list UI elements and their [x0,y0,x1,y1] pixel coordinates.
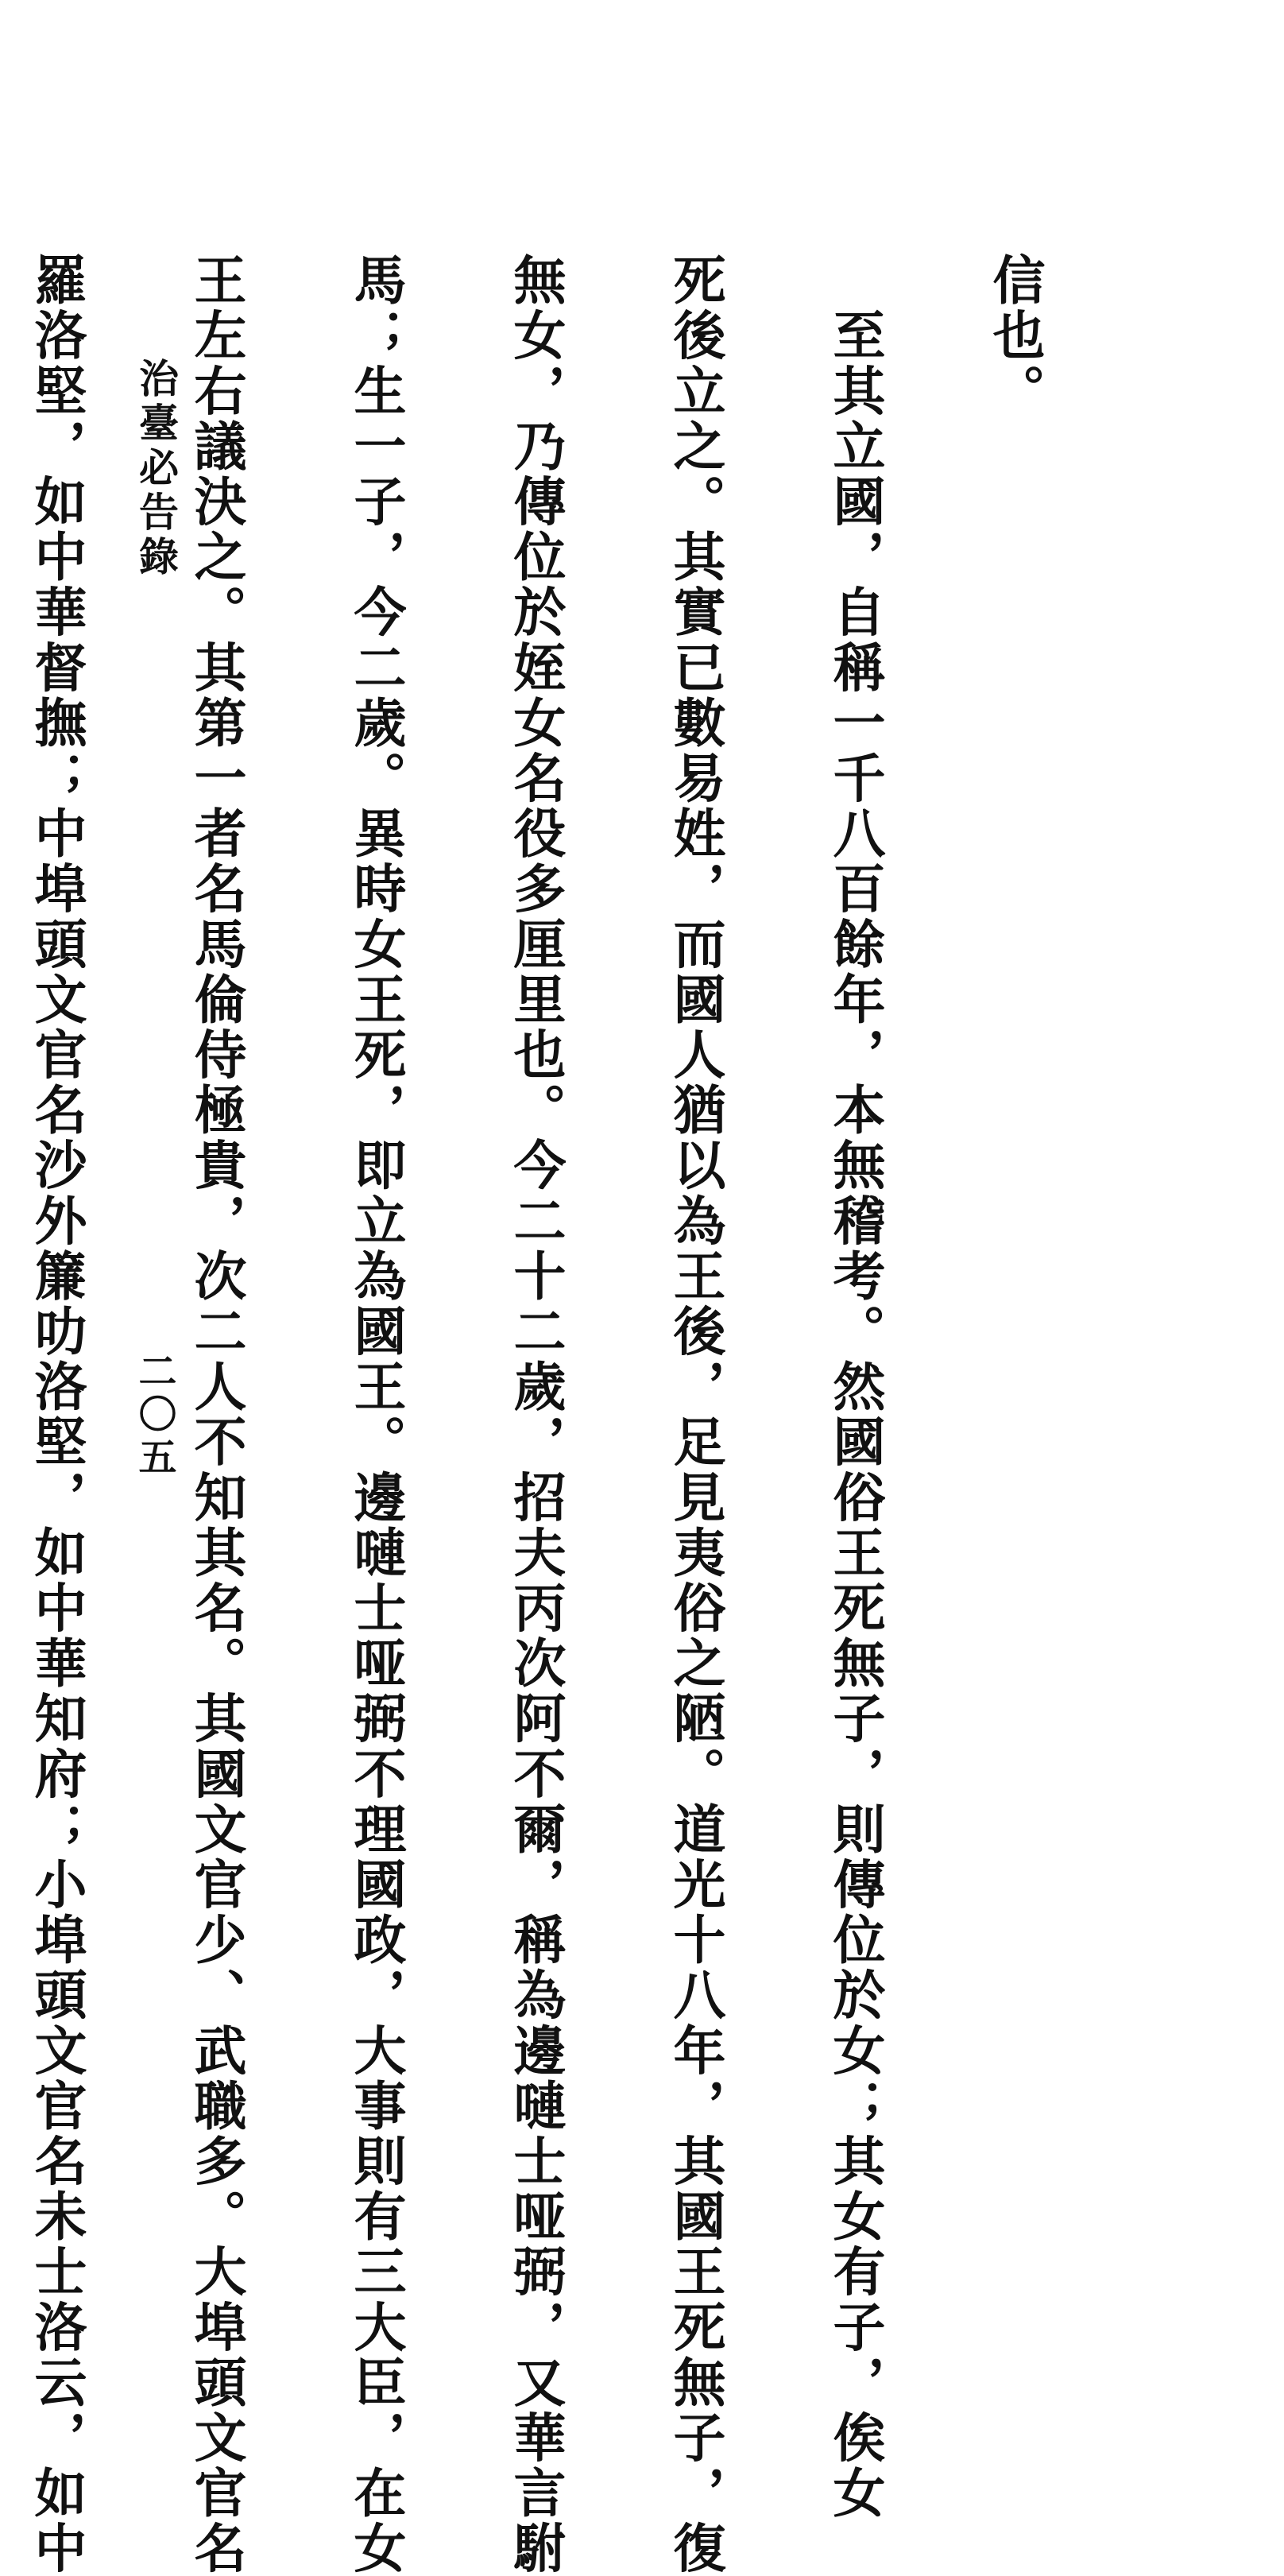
text-column: 無女，乃傳位於姪女名役多厘里也。今二十二歲，招夫丙次阿不爾，稱為邊嗹士哑弼，又華言駙 [505,253,567,2576]
book-title: 治臺必告錄 [133,358,180,580]
text-column: 王左右議決之。其第一者名馬倫侍極貴，次二人不知其名。其國文官少、武職多。大埠頭文官名 [185,253,247,2576]
text-column: 羅洛堅，如中華督撫；中埠頭文官名沙外簾叻洛堅，如中華知府；小埠頭文官名未士洛云，如中 [25,253,87,2576]
text-column: 馬；生一子，今二歲。異時女王死，即立為國王。邊嗹士哑弼不理國政，大事則有三大臣，在女 [345,253,407,2576]
text-column: 信也。 [984,253,1046,419]
page-number: 二〇五 [132,1351,176,1480]
text-column: 至其立國，自稱一千八百餘年，本無稽考。然國俗王死無子，則傳位於女；其女有子，俟女 [824,253,886,2521]
text-column: 死後立之。其實已數易姓，而國人猶以為王後，足見夷俗之陋。道光十八年，其國王死無子，復 [664,253,726,2576]
